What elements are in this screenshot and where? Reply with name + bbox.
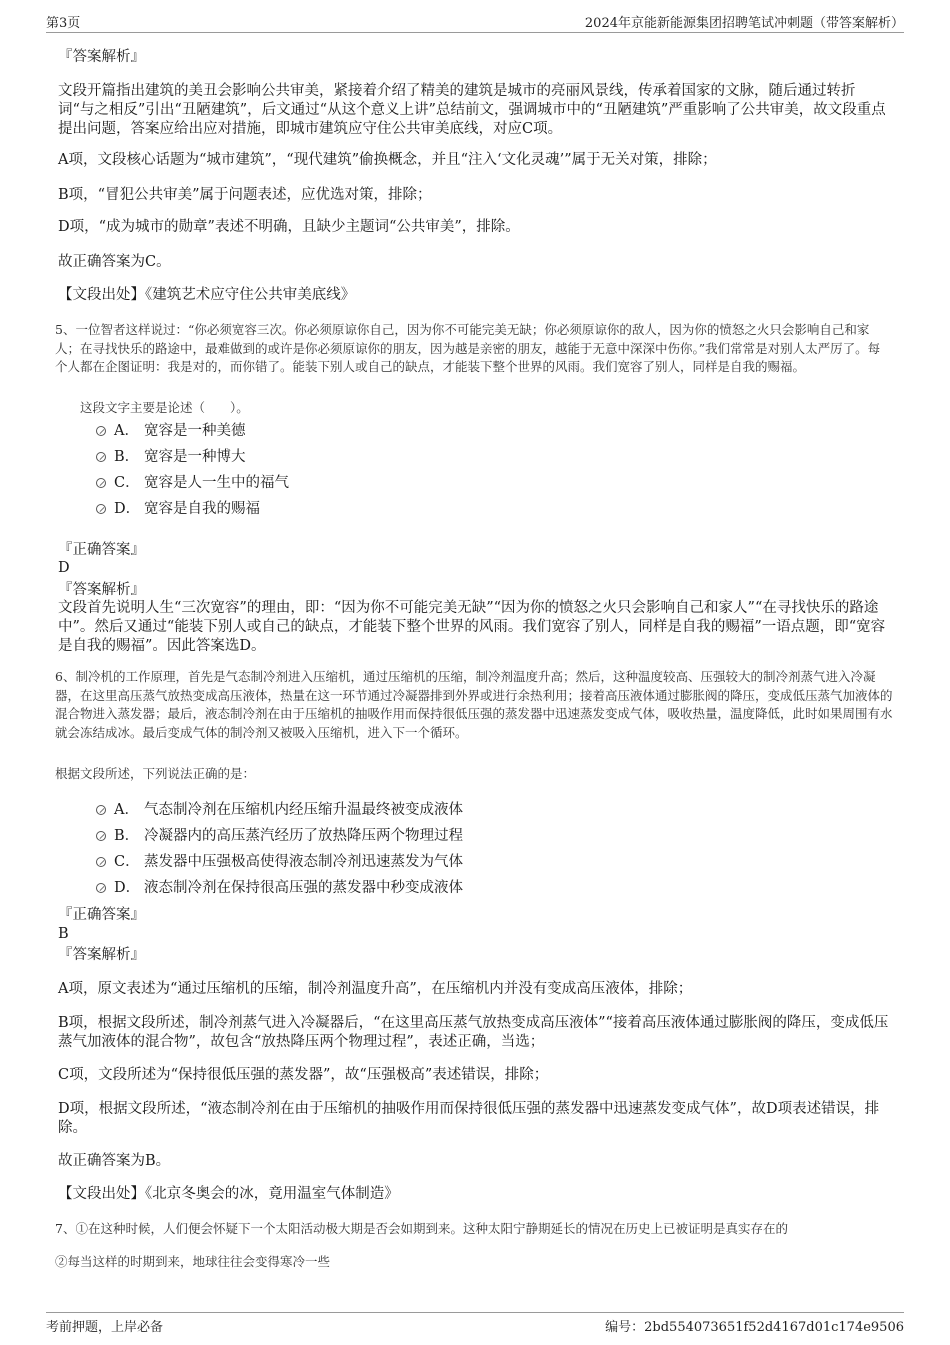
question-6-stem: 6、制冷机的工作原理，首先是气态制冷剂进入压缩机，通过压缩机的压缩，制冷剂温度升高；然后，这种温度较高、压强较大的制冷剂蒸气进入冷凝器，在这里高压蒸气放热变成高压液体，热量在这一环节通过冷凝器排到外界或进行余热利用；接着高压液体通过膨胀阀的降压，变成低压蒸气加液体的混合物进入蒸发器；最后，液态制冷剂在由于压缩机的抽吸作用而保持很低压强的蒸发器中迅速蒸发变成气体，吸收热量，温度降低，此时如果周围有水就会冻结成冰。最后变成气体的制冷剂又被吸入压缩机，进入下一个循环。 <box>55 669 893 740</box>
q5-option-d[interactable]: D． 宽容是自我的赐福 <box>96 499 260 519</box>
radio-icon[interactable] <box>96 426 106 436</box>
radio-icon[interactable] <box>96 805 106 815</box>
q6-answer-heading: 『正确答案』 <box>58 907 145 923</box>
q5-option-c[interactable]: C． 宽容是人一生中的福气 <box>96 473 289 493</box>
q6-analysis-item-c: C项，文段所述为“保持很低压强的蒸发器”，故“压强极高”表述错误，排除； <box>58 1067 549 1083</box>
q5-option-b[interactable]: B． 宽容是一种博大 <box>96 447 246 467</box>
page-footer <box>46 1312 904 1335</box>
source-citation: 【文段出处】《建筑艺术应守住公共审美底线》 <box>58 287 356 303</box>
question-5-prompt: 这段文字主要是论述（ ）。 <box>80 400 249 415</box>
q6-option-d[interactable]: D． 液态制冷剂在保持很高压强的蒸发器中秒变成液体 <box>96 878 463 898</box>
radio-icon[interactable] <box>96 478 106 488</box>
q6-option-c[interactable]: C． 蒸发器中压强极高使得液态制冷剂迅速蒸发为气体 <box>96 852 463 872</box>
conclusion: 故正确答案为C。 <box>58 254 171 270</box>
q6-source-citation: 【文段出处】《北京冬奥会的冰，竟用温室气体制造》 <box>58 1186 399 1202</box>
q5-option-a[interactable]: A． 宽容是一种美德 <box>96 421 246 441</box>
radio-icon[interactable] <box>96 831 106 841</box>
q6-option-b[interactable]: B． 冷凝器内的高压蒸汽经历了放热降压两个物理过程 <box>96 826 463 846</box>
document-title: 2024年京能新能源集团招聘笔试冲刺题（带答案解析） <box>584 16 904 31</box>
radio-icon[interactable] <box>96 857 106 867</box>
page-header <box>46 10 904 33</box>
radio-icon[interactable] <box>96 504 106 514</box>
question-6-prompt: 根据文段所述，下列说法正确的是： <box>55 766 256 781</box>
document-id: 编号：2bd554073651f52d4167d01c174e9506 <box>605 1320 904 1335</box>
q6-option-a[interactable]: A． 气态制冷剂在压缩机内经压缩升温最终被变成液体 <box>96 800 463 820</box>
analysis-item-a: A项，文段核心话题为“城市建筑”，“现代建筑”偷换概念，并且“注入‘文化灵魂’”属于无关对策，排除； <box>58 152 717 168</box>
q5-analysis-heading: 『答案解析』 <box>58 582 145 598</box>
q5-answer-heading: 『正确答案』 <box>58 542 145 558</box>
footer-slogan: 考前押题，上岸必备 <box>46 1320 164 1335</box>
radio-icon[interactable] <box>96 452 106 462</box>
q6-analysis-item-d: D项，根据文段所述，“液态制冷剂在由于压缩机的抽吸作用而保持很低压强的蒸发器中迅速蒸发变成气体”，故D项表述错误，排除。 <box>58 1101 880 1136</box>
analysis-heading: 『答案解析』 <box>58 49 145 65</box>
q5-answer: D <box>58 560 70 576</box>
radio-icon[interactable] <box>96 883 106 893</box>
q5-analysis: 文段首先说明人生“三次宽容”的理由，即：“因为你不可能完美无缺”“因为你的愤怒之火只会影响自己和家人”“在寻找快乐的路途中”。然后又通过“能装下别人或自己的缺点，才能装下整个世界的风雨。我们宽容了别人，同样是自我的赐福”一语点题，即“宽容是自我的赐福”。因此答案选D。 <box>58 600 886 654</box>
q6-conclusion: 故正确答案为B。 <box>58 1153 171 1169</box>
page-number: 第3页 <box>46 16 81 31</box>
q6-answer: B <box>58 926 69 942</box>
analysis-item-d: D项，“成为城市的勋章”表述不明确，且缺少主题词“公共审美”，排除。 <box>58 219 520 235</box>
question-7-line-1: 7、①在这种时候，人们便会怀疑下一个太阳活动极大期是否会如期到来。这种太阳宁静期延长的情况在历史上已被证明是真实存在的 <box>55 1221 788 1236</box>
q6-analysis-item-b: B项，根据文段所述，制冷剂蒸气进入冷凝器后，“在这里高压蒸气放热变成高压液体”“接着高压液体通过膨胀阀的降压，变成低压蒸气加液体的混合物”，故包含“放热降压两个物理过程”，表述正确，当选； <box>58 1015 889 1050</box>
analysis-item-b: B项，“冒犯公共审美”属于问题表述，应优选对策，排除； <box>58 187 432 203</box>
question-5-stem: 5、一位智者这样说过：“你必须宽容三次。你必须原谅你自己，因为你不可能完美无缺；你必须原谅你的敌人，因为你的愤怒之火只会影响自己和家人；在寻找快乐的路途中，最难做到的或许是你必须原谅你的朋友，因为越是亲密的朋友，越能于无意中深深中伤你。”我们常常是对别人太严厉了。每个人都在企图证明：我是对的，而你错了。能装下别人或自己的缺点，才能装下整个世界的风雨。我们宽容了别人，同样是自我的赐福。 <box>55 322 881 374</box>
question-7-line-2: ②每当这样的时期到来，地球往往会变得寒冷一些 <box>55 1254 331 1269</box>
q6-analysis-item-a: A项，原文表述为“通过压缩机的压缩，制冷剂温度升高”，在压缩机内并没有变成高压液体，排除； <box>58 981 693 997</box>
q6-analysis-heading: 『答案解析』 <box>58 947 145 963</box>
analysis-paragraph: 文段开篇指出建筑的美丑会影响公共审美，紧接着介绍了精美的建筑是城市的亮丽风景线，传承着国家的文脉，随后通过转折词“与之相反”引出“丑陋建筑”，后文通过“从这个意义上讲”总结前文，强调城市中的“丑陋建筑”严重影响了公共审美，故文段重点提出问题，答案应给出应对措施，即城市建筑应守住公共审美底线，对应C项。 <box>58 83 886 137</box>
